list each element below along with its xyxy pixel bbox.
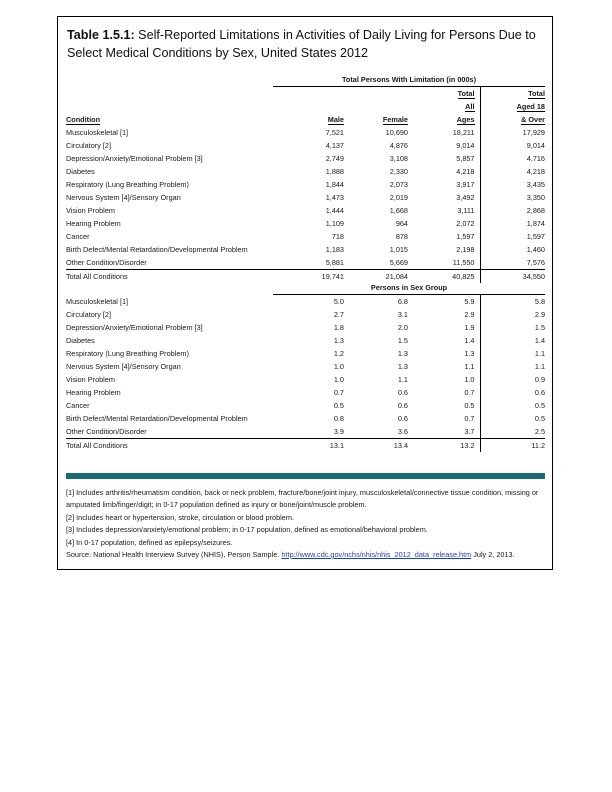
group-header-rates: Persons in Sex Group	[273, 281, 545, 295]
row-condition: Vision Problem	[66, 375, 115, 384]
row-female: 1,668	[389, 206, 408, 215]
row-total-all-ages: 3,111	[413, 204, 480, 217]
table-row	[66, 126, 545, 139]
row-male: 4,137	[325, 141, 344, 150]
total-row-rates	[66, 439, 545, 453]
row-female: 3,108	[389, 154, 408, 163]
total-label: Total All Conditions	[66, 439, 273, 453]
col-condition: Condition	[66, 115, 101, 124]
table-row	[66, 373, 545, 386]
row-male: 5.0	[333, 297, 344, 306]
row-female: 1.3	[397, 362, 408, 371]
row-total-all-ages: 0.5	[413, 399, 480, 412]
source-text: Source: National Health Interview Survey (NHIS), Person Sample.	[66, 550, 280, 559]
row-total-18-over: 0.9	[534, 375, 546, 384]
row-male: 2,749	[325, 154, 344, 163]
row-total-18-over: 4,218	[526, 167, 545, 176]
row-total-18-over: 1.1	[534, 349, 546, 358]
table-row	[66, 165, 545, 178]
row-male: 5,881	[273, 256, 349, 270]
row-female: 2,330	[389, 167, 408, 176]
table-row	[66, 360, 545, 373]
table-row	[66, 308, 545, 321]
group-header-row	[66, 73, 545, 87]
row-condition: Birth Defect/Mental Retardation/Developmental Problem	[66, 414, 248, 423]
col-male: Male	[327, 115, 344, 124]
row-condition: Hearing Problem	[66, 388, 121, 397]
table-row	[66, 230, 545, 243]
row-condition: Circulatory [2]	[66, 141, 112, 150]
col-total-all-l3: Ages	[413, 113, 480, 126]
column-header-row-3	[66, 113, 545, 126]
table-row	[66, 321, 545, 334]
row-female: 878	[395, 232, 408, 241]
row-total-all-ages: 3.7	[413, 425, 480, 439]
source-note	[66, 549, 542, 561]
row-male: 1,444	[325, 206, 344, 215]
col-total-18-l2: Aged 18	[516, 102, 545, 111]
row-male: 7,521	[325, 128, 344, 137]
row-total-18-over: 1,460	[526, 245, 545, 254]
row-total-18-over: 5.8	[534, 297, 546, 306]
table-number: Table 1.5.1:	[67, 28, 135, 42]
row-condition: Birth Defect/Mental Retardation/Developmental Problem	[66, 245, 248, 254]
source-link[interactable]: http://www.cdc.gov/nchs/nhis/nhis_2012_data_release.htm	[281, 550, 472, 559]
row-total-all-ages: 9,014	[413, 139, 480, 152]
table-row	[66, 178, 545, 191]
group-header-counts: Total Persons With Limitation (in 000s)	[273, 73, 545, 87]
row-condition: Nervous System [4]/Sensory Organ	[66, 362, 181, 371]
row-total-18-over: 2.5	[480, 425, 545, 439]
row-total-18-over: 2.9	[534, 310, 546, 319]
row-total-18-over: 1,874	[526, 219, 545, 228]
row-total-18-over: 3,350	[526, 193, 545, 202]
row-male: 1,183	[325, 245, 344, 254]
row-condition: Other Condition/Disorder	[66, 425, 273, 439]
row-female: 1,015	[389, 245, 408, 254]
row-total-all-ages: 0.7	[413, 412, 480, 425]
table-row	[66, 191, 545, 204]
row-total-all-ages: 2,198	[413, 243, 480, 256]
row-total-18-over: 2,868	[526, 206, 545, 215]
row-condition: Respiratory (Lung Breathing Problem)	[66, 180, 189, 189]
row-total-18-over: 0.6	[534, 388, 546, 397]
row-condition: Diabetes	[66, 336, 95, 345]
row-female: 3.1	[397, 310, 408, 319]
total-18-over: 34,550	[480, 270, 545, 284]
footnote-3: [3] Includes depression/anxiety/emotional problem; in 0-17 population, defined as emotional/behavioral problem.	[66, 525, 428, 534]
row-condition: Cancer	[66, 232, 90, 241]
row-female: 964	[395, 219, 408, 228]
total-female: 13.4	[349, 439, 413, 453]
row-female: 2,073	[389, 180, 408, 189]
row-total-all-ages: 3,492	[413, 191, 480, 204]
table-row	[66, 139, 545, 152]
row-condition: Hearing Problem	[66, 219, 121, 228]
rates-table	[66, 281, 545, 452]
row-condition: Nervous System [4]/Sensory Organ	[66, 193, 181, 202]
table-row	[66, 152, 545, 165]
row-male: 1.3	[333, 336, 344, 345]
row-condition: Cancer	[66, 401, 90, 410]
row-total-all-ages: 1,597	[413, 230, 480, 243]
col-total-all-l2: All	[413, 100, 480, 113]
row-female: 0.6	[397, 388, 408, 397]
footnotes	[66, 487, 542, 562]
row-male: 0.8	[333, 414, 344, 423]
row-male: 1.8	[333, 323, 344, 332]
row-condition: Respiratory (Lung Breathing Problem)	[66, 349, 189, 358]
table-row	[66, 425, 545, 439]
row-total-18-over: 1.1	[534, 362, 546, 371]
row-male: 1.0	[333, 362, 344, 371]
row-total-18-over: 0.5	[534, 401, 546, 410]
row-male: 1,473	[325, 193, 344, 202]
row-total-all-ages: 5.9	[413, 295, 480, 308]
row-female: 1.5	[397, 336, 408, 345]
row-total-all-ages: 1.0	[413, 373, 480, 386]
col-female: Female	[382, 115, 408, 124]
row-total-18-over: 4,716	[526, 154, 545, 163]
table-title-text: Self-Reported Limitations in Activities of Daily Living for Persons Due to Select Medical Conditions by Sex, United States 2012	[67, 28, 536, 60]
total-male: 19,741	[273, 270, 349, 284]
row-total-all-ages: 5,857	[413, 152, 480, 165]
row-total-all-ages: 1.1	[413, 360, 480, 373]
row-female: 0.6	[397, 401, 408, 410]
table-row	[66, 217, 545, 230]
row-total-18-over: 7,576	[480, 256, 545, 270]
table-row	[66, 204, 545, 217]
row-total-18-over: 17,929	[522, 128, 545, 137]
column-header-row-2	[66, 100, 545, 113]
table-row	[66, 334, 545, 347]
row-total-all-ages: 0.7	[413, 386, 480, 399]
accent-divider	[66, 473, 545, 479]
col-total-all-l1: Total	[413, 87, 480, 100]
row-total-18-over: 3,435	[526, 180, 545, 189]
row-condition: Depression/Anxiety/Emotional Problem [3]	[66, 323, 203, 332]
row-total-all-ages: 1.9	[413, 321, 480, 334]
row-female: 1.3	[397, 349, 408, 358]
table-row	[66, 243, 545, 256]
counts-table	[66, 73, 545, 283]
row-condition: Musculoskeletal [1]	[66, 297, 129, 306]
group-header-row	[66, 281, 545, 295]
table-row	[66, 412, 545, 425]
table-row	[66, 386, 545, 399]
row-total-all-ages: 2.9	[413, 308, 480, 321]
table-row	[66, 256, 545, 270]
row-total-18-over: 1.5	[534, 323, 546, 332]
total-all-ages: 40,825	[413, 270, 480, 284]
row-male: 2.7	[333, 310, 344, 319]
row-male: 0.5	[333, 401, 344, 410]
row-male: 1.2	[333, 349, 344, 358]
row-total-18-over: 1,597	[526, 232, 545, 241]
row-condition: Other Condition/Disorder	[66, 256, 273, 270]
row-condition: Circulatory [2]	[66, 310, 112, 319]
row-male: 1,844	[325, 180, 344, 189]
table-row	[66, 295, 545, 308]
source-date: July 2, 2013.	[473, 550, 515, 559]
column-header-row-1	[66, 87, 545, 100]
row-female: 2.0	[397, 323, 408, 332]
col-total-18-l3: & Over	[521, 115, 545, 124]
row-male: 0.7	[333, 388, 344, 397]
row-condition: Vision Problem	[66, 206, 115, 215]
row-condition: Depression/Anxiety/Emotional Problem [3]	[66, 154, 203, 163]
row-female: 0.6	[397, 414, 408, 423]
total-18-over: 11.2	[480, 439, 545, 453]
row-male: 1,888	[325, 167, 344, 176]
row-male: 1.0	[333, 375, 344, 384]
row-total-all-ages: 1.3	[413, 347, 480, 360]
footnote-1: [1] Includes arthritis/rheumatism condition, back or neck problem, fracture/bone/joint injury, musculoskeletal/connective tissue condition, missing or amputated limb/finger/digit; in 0-17 population defined as injury or bone/joint/muscle problem.	[66, 488, 539, 509]
row-male: 3.9	[273, 425, 349, 439]
row-total-all-ages: 1.4	[413, 334, 480, 347]
row-condition: Musculoskeletal [1]	[66, 128, 129, 137]
table-row	[66, 399, 545, 412]
col-total-18-l1: Total	[528, 89, 545, 98]
row-female: 2,019	[389, 193, 408, 202]
total-label: Total All Conditions	[66, 270, 273, 284]
row-total-all-ages: 18,211	[413, 126, 480, 139]
row-female: 5,669	[349, 256, 413, 270]
row-female: 3.6	[349, 425, 413, 439]
total-male: 13.1	[273, 439, 349, 453]
row-total-18-over: 9,014	[526, 141, 545, 150]
row-condition: Diabetes	[66, 167, 95, 176]
total-female: 21,084	[349, 270, 413, 284]
table-row	[66, 347, 545, 360]
row-total-all-ages: 3,917	[413, 178, 480, 191]
row-female: 6.8	[397, 297, 408, 306]
row-total-all-ages: 2,072	[413, 217, 480, 230]
row-male: 718	[331, 232, 344, 241]
row-total-18-over: 1.4	[534, 336, 546, 345]
footnote-4: [4] In 0-17 population, defined as epilepsy/seizures.	[66, 537, 233, 547]
row-total-18-over: 0.5	[534, 414, 546, 423]
row-total-all-ages: 11,550	[413, 256, 480, 270]
table-frame	[57, 16, 553, 570]
table-title	[67, 26, 545, 62]
row-female: 1.1	[397, 375, 408, 384]
row-female: 10,690	[385, 128, 408, 137]
row-male: 1,109	[325, 219, 344, 228]
footnote-2: [2] Includes heart or hypertension, stroke, circulation or blood problem.	[66, 512, 294, 522]
row-female: 4,876	[389, 141, 408, 150]
total-all-ages: 13.2	[413, 439, 480, 453]
row-total-all-ages: 4,218	[413, 165, 480, 178]
